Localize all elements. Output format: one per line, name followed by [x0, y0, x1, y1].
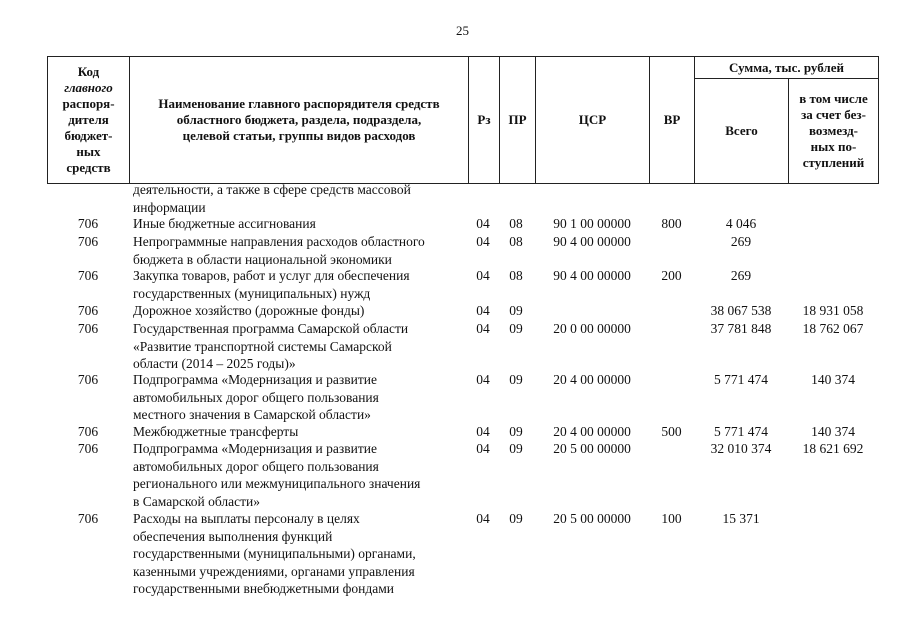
row-code: 706	[77, 511, 99, 526]
row-name-line: местного значения в Самарской области»	[133, 407, 371, 422]
header-name	[130, 57, 469, 184]
header-code-line: бюджет-	[64, 128, 113, 143]
header-code-line: средств	[66, 160, 111, 175]
header-code-line: главного	[64, 80, 113, 95]
row-name-line: регионального или межмуниципального значения	[133, 476, 421, 491]
row-csr: 90 4 00 00000	[553, 268, 631, 283]
row-name-line: обеспечения выполнения функций	[133, 528, 333, 544]
row-name-line: бюджета в области национальной экономики	[133, 251, 392, 267]
row-code: 706	[77, 424, 99, 439]
table-row	[0, 215, 905, 233]
row-name-line: «Развитие транспортной системы Самарской	[133, 338, 392, 354]
row-name	[133, 371, 468, 424]
row-rz: 04	[476, 303, 490, 318]
row-name-line: Расходы на выплаты персоналу в целях	[133, 511, 360, 526]
row-free: 18 762 067	[802, 321, 864, 336]
header-free-line: в том числе	[799, 91, 868, 107]
table-row	[0, 320, 905, 373]
row-total: 38 067 538	[710, 303, 772, 318]
row-name	[133, 215, 468, 233]
row-name-line: Непрограммные направления расходов областного	[133, 234, 425, 249]
row-free: 18 621 692	[802, 441, 864, 456]
header-free-line: ступлений	[802, 155, 865, 171]
header-free	[789, 79, 879, 184]
row-total: 37 781 848	[710, 321, 772, 336]
row-code: 706	[77, 321, 99, 336]
row-rz: 04	[476, 216, 490, 231]
row-total: 269	[730, 234, 752, 249]
header-name-line: областного бюджета, раздела, подраздела,	[176, 112, 422, 127]
row-pr: 09	[509, 424, 523, 439]
header-name-line: целевой статьи, группы видов расходов	[182, 128, 416, 143]
header-vr: ВР	[650, 57, 695, 184]
row-name-line: государственными внебюджетными фондами	[133, 581, 395, 596]
page-number: 25	[456, 23, 469, 38]
row-name	[133, 423, 468, 441]
table-row	[0, 423, 905, 441]
row-vr: 800	[661, 216, 682, 231]
header-name-line: Наименование главного распорядителя средств	[158, 96, 440, 111]
row-name	[133, 440, 468, 510]
row-name-line: Подпрограмма «Модернизация и развитие	[133, 372, 377, 387]
row-name-line: государственных (муниципальных) нужд	[133, 285, 371, 301]
row-pr: 09	[509, 441, 523, 456]
row-rz: 04	[476, 234, 490, 249]
row-code: 706	[77, 216, 99, 231]
row-name-line: Подпрограмма «Модернизация и развитие	[133, 441, 377, 456]
row-name-line: государственными (муниципальными) органами,	[133, 546, 416, 561]
row-name-line: Государственная программа Самарской области	[133, 321, 409, 336]
row-name-line: казенными учреждениями, органами управления	[133, 563, 415, 579]
header-code-line: ных	[76, 144, 101, 159]
row-pr: 08	[509, 268, 523, 283]
row-pr: 09	[509, 372, 523, 387]
header-code-line: дителя	[68, 112, 109, 127]
row-code: 706	[77, 372, 99, 387]
header-code-line: распоря-	[62, 96, 115, 111]
row-vr: 100	[661, 511, 682, 526]
header-code-line: Код	[77, 64, 100, 79]
table-row	[0, 440, 905, 510]
row-total: 32 010 374	[710, 441, 772, 456]
row-rz: 04	[476, 372, 490, 387]
table-row	[0, 267, 905, 302]
row-pr: 09	[509, 303, 523, 318]
header-sum: Сумма, тыс. рублей	[695, 57, 879, 79]
row-csr: 90 4 00 00000	[553, 234, 631, 249]
row-csr: 20 5 00 00000	[553, 441, 631, 456]
row-pr: 08	[509, 216, 523, 231]
row-name-line: Иные бюджетные ассигнования	[133, 216, 316, 231]
row-vr: 200	[661, 268, 682, 283]
row-name	[133, 181, 468, 216]
header-free-line: за счет без-	[801, 107, 866, 123]
row-total: 15 371	[722, 511, 760, 526]
row-rz: 04	[476, 321, 490, 336]
row-name	[133, 510, 468, 598]
table-row	[0, 302, 905, 320]
row-rz: 04	[476, 268, 490, 283]
row-code: 706	[77, 268, 99, 283]
row-name-line: автомобильных дорог общего пользования	[133, 389, 379, 405]
row-name	[133, 233, 468, 268]
row-name-line: в Самарской области»	[133, 493, 261, 509]
header-free-line: возмезд-	[809, 123, 858, 139]
row-name-line: Закупка товаров, работ и услуг для обеспечения	[133, 268, 410, 283]
row-free: 18 931 058	[802, 303, 864, 318]
row-code: 706	[77, 234, 99, 249]
table-row	[0, 510, 905, 598]
row-csr: 20 5 00 00000	[553, 511, 631, 526]
row-csr: 90 1 00 00000	[553, 216, 631, 231]
row-free: 140 374	[811, 424, 855, 439]
row-rz: 04	[476, 441, 490, 456]
row-name-line: Дорожное хозяйство (дорожные фонды)	[133, 303, 365, 318]
table-row	[0, 233, 905, 268]
row-code: 706	[77, 303, 99, 318]
row-total: 4 046	[725, 216, 757, 231]
row-name	[133, 302, 468, 320]
row-pr: 09	[509, 321, 523, 336]
row-code: 706	[77, 441, 99, 456]
table-header	[47, 56, 879, 184]
row-rz: 04	[476, 424, 490, 439]
row-vr: 500	[661, 424, 682, 439]
row-total: 269	[730, 268, 752, 283]
row-free: 140 374	[811, 372, 855, 387]
table-row	[0, 371, 905, 424]
header-rz: Рз	[469, 57, 500, 184]
row-pr: 08	[509, 234, 523, 249]
row-total: 5 771 474	[714, 424, 768, 439]
row-name-line: автомобильных дорог общего пользования	[133, 458, 379, 474]
row-pr: 09	[509, 511, 523, 526]
header-free-line: ных по-	[810, 139, 857, 155]
row-csr: 20 0 00 00000	[553, 321, 631, 336]
row-name-line: информации	[133, 199, 206, 215]
header-total: Всего	[695, 79, 789, 184]
row-rz: 04	[476, 511, 490, 526]
row-name-line: Межбюджетные трансферты	[133, 424, 299, 439]
row-csr: 20 4 00 00000	[553, 372, 631, 387]
row-total: 5 771 474	[714, 372, 768, 387]
table-row	[0, 181, 905, 216]
header-pr: ПР	[500, 57, 536, 184]
row-name	[133, 320, 468, 373]
header-code	[48, 57, 130, 184]
row-csr: 20 4 00 00000	[553, 424, 631, 439]
row-name-line: деятельности, а также в сфере средств массовой	[133, 182, 411, 197]
header-csr: ЦСР	[536, 57, 650, 184]
row-name	[133, 267, 468, 302]
row-name-line: области (2014 – 2025 годы)»	[133, 356, 296, 371]
